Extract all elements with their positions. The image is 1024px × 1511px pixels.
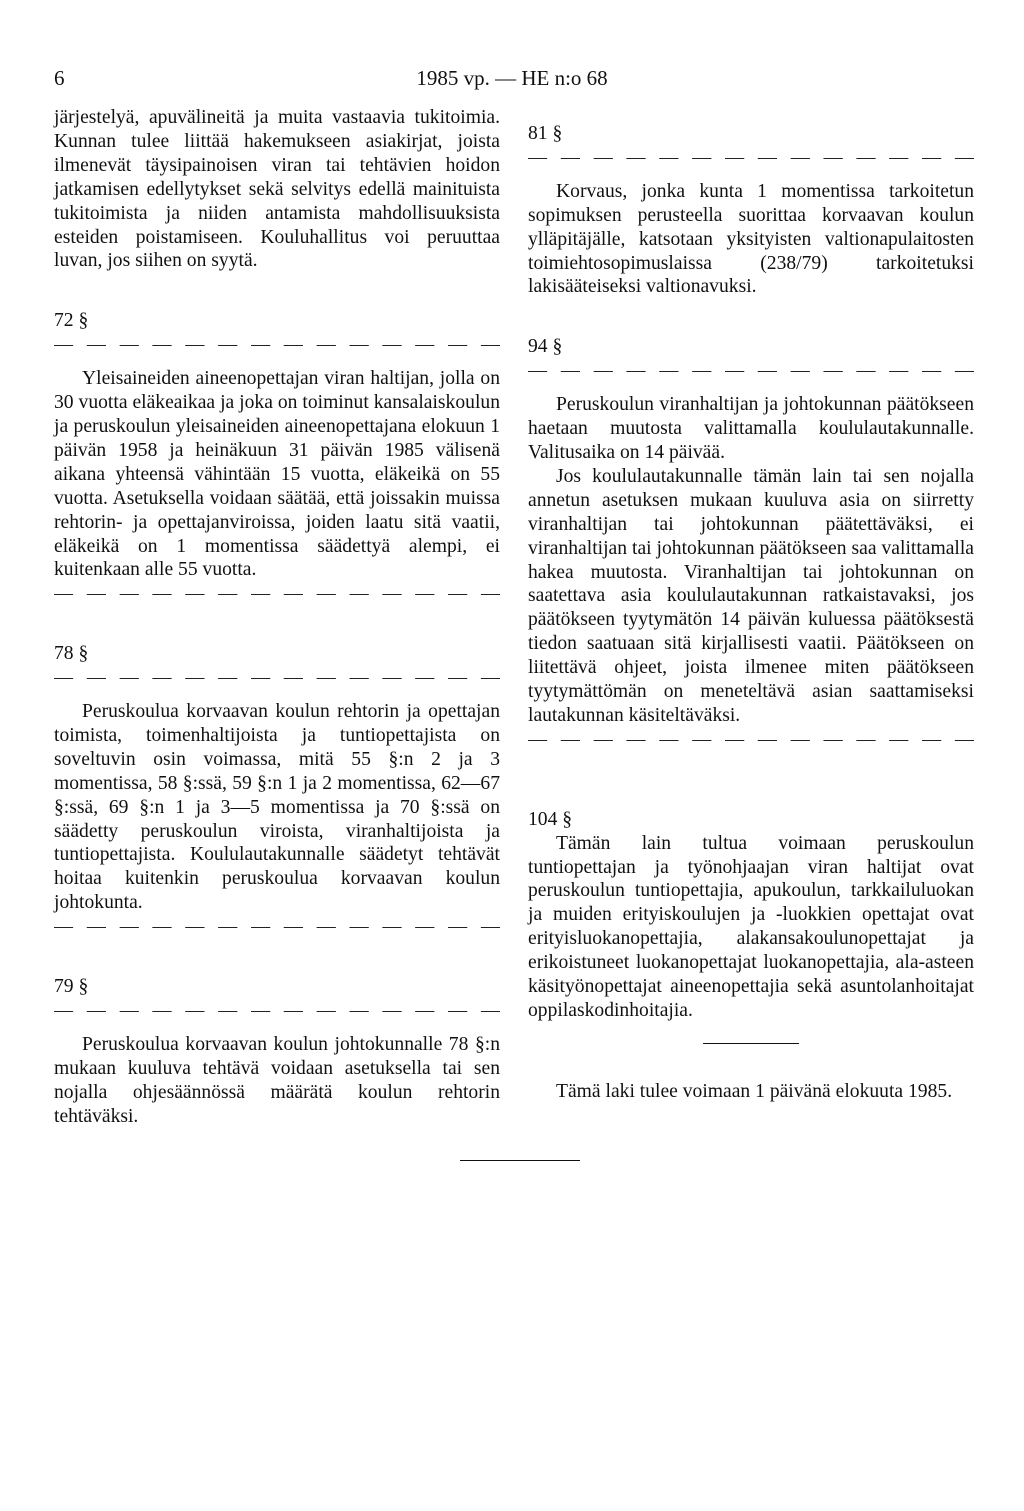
- right-column: [528, 106, 974, 1104]
- omission-dashes: — — — — — — — — — — — — — —: [54, 334, 500, 356]
- effective-date-text: Tämä laki tulee voimaan 1 päivänä elokuuta 1985.: [556, 1080, 953, 1102]
- section-94-heading: 94 §: [528, 336, 563, 358]
- section-79-text: Peruskoulua korvaavan koulun johtokunnalle 78 §:n mukaan kuuluva tehtävä voidaan asetuksella tai sen nojalla ohjesäännössä määrätä koulun rehtorin tehtäväksi.: [54, 1033, 500, 1127]
- omission-dashes: — — — — — — — — — — — — — —: [528, 146, 974, 168]
- section-94-text-1: Peruskoulun viranhaltijan ja johtokunnan päätökseen haetaan muutosta valittamalla koululautakunnalle. Valitusaika on 14 päivää.: [528, 394, 974, 463]
- omission-dashes: — — — — — — — — — — — — — —: [528, 728, 974, 750]
- left-column: [54, 106, 500, 1129]
- omission-dashes: — — — — — — — — — — — — — —: [54, 916, 500, 938]
- omission-dashes: — — — — — — — — — — — — — —: [54, 583, 500, 605]
- section-79-heading: 79 §: [54, 976, 89, 998]
- page-number: 6: [54, 66, 65, 90]
- intro-paragraph: järjestelyä, apuvälineitä ja muita vastaavia tukitoimia. Kunnan tulee liittää hakemukseen asiakirjat, joista ilmenevät täysipainoisen viran tai tehtävien hoidon jatkamisen edellytykset sekä selvitys edellä mainituista tukitoimista ja niiden antamista mahdollisuuksista esteiden poistamiseen. Kouluhallitus voi peruuttaa luvan, jos siihen on syytä.: [54, 107, 500, 272]
- section-81-text: Korvaus, jonka kunta 1 momentissa tarkoitetun sopimuksen perusteella suorittaa korvaavan koulun ylläpitäjälle, katsotaan yksityisten valtionapulaitosten toimiehtosopimuslaissa (238/79) tarkoitetuksi lakisääteiseksi valtionavuksi.: [528, 180, 974, 298]
- section-72-heading: 72 §: [54, 310, 89, 332]
- running-head: 1985 vp. — HE n:o 68: [416, 66, 608, 90]
- omission-dashes: — — — — — — — — — — — — — —: [54, 667, 500, 689]
- omission-dashes: — — — — — — — — — — — — — —: [528, 360, 974, 382]
- section-104-heading: 104 §: [528, 808, 573, 830]
- section-94-text-2: Jos koululautakunnalle tämän lain tai sen nojalla annetun asetuksen mukaan kuuluva asia on siirretty viranhaltijan tai johtokunnan päätettäväksi, ei viranhaltijan tai johtokunnan päätökseen saa valittamalla hakea muutosta. Viranhaltijan tai johtokunnan on saatettava asia koululautakunnan ratkaistavaksi, jos päätökseen tyytymätön 14 päivän kuluessa päätöksestä tiedon saatuaan sitä kirjallisesti vaatii. Päätökseen on liitettävä ohjeet, joista ilmenee miten päätökseen tyytymättömän on meneteltävä asian saattamiseksi lautakunnan käsiteltäväksi.: [528, 465, 974, 726]
- section-81-heading: 81 §: [528, 123, 563, 144]
- section-72-text: Yleisaineiden aineenopettajan viran haltijan, jolla on 30 vuotta eläkeaikaa ja joka on toiminut kansalaiskoulun ja peruskoulun yleisaineiden aineenopettajana elokuun 1 päivän 1958 ja heinäkuun 31 päivän 1985 välisenä aikana yhteensä vähintään 15 vuotta, eläkeikä on 55 vuotta. Asetuksella voidaan säätää, että joissakin muissa rehtorin- ja opettajanviroissa, joiden laatu sitä vaatii, eläkeikä on 1 momentissa säädettyä alempi, ei kuitenkaan alle 55 vuotta.: [54, 368, 500, 581]
- section-78-heading: 78 §: [54, 643, 89, 665]
- section-104-text: Tämän lain tultua voimaan peruskoulun tuntiopettajan ja työnohjaajan viran haltijat ovat peruskoulun tuntiopettajia, apukoulun, tarkkailuluokan ja muiden erityiskoulujen ja -luokkien opettajat ovat erityisluokanopettajia, alakansakoulunopettajat ja erikoistuneet luokanopettajat luokanopettajia, ala-asteen käsityönopettajat aineenopettajia sekä asuntolanhoitajat oppilaskodinhoitajia.: [528, 832, 974, 1021]
- end-rule: [460, 1160, 580, 1161]
- omission-dashes: — — — — — — — — — — — — — —: [54, 1000, 500, 1021]
- section-78-text: Peruskoulua korvaavan koulun rehtorin ja opettajan toimista, toimenhaltijoista ja tuntiopettajista on soveltuvin osin voimassa, mitä 55 §:n 2 ja 3 momentissa, 58 §:ssä, 59 §:n 1 ja 2 momentissa, 62—67 §:ssä, 69 §:n 1 ja 3—5 momentissa ja 70 §:ssä on säädetty peruskoulun viroista, viranhaltijoista ja tuntiopettajista. Koululautakunnalle säädetyt tehtävät hoitaa kuitenkin peruskoulua korvaavan koulun johtokunta.: [54, 701, 500, 914]
